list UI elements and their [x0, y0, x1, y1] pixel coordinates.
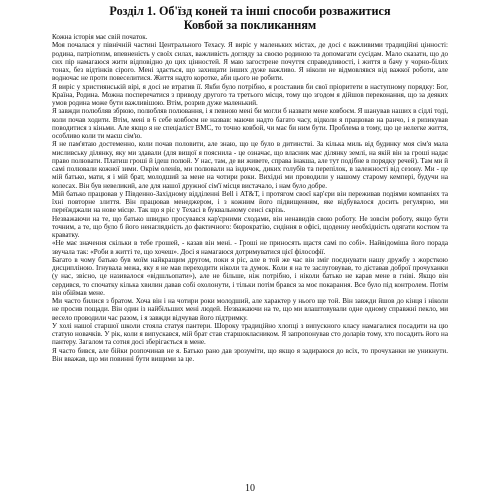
chapter-title-line-1: Розділ 1. Об'їзд коней та інші способи розважитися — [109, 4, 391, 18]
chapter-title-line-2: Ковбой за покликанням — [183, 18, 317, 32]
paragraph: Я виріс у християнській вірі, я досі не втратив її. Якби було потрібно, я розставив би свої пріоритети в наступному порядку: Бог, Країна, Родина. Можна посперечатися з приводу другого та третього місця, тому що згодом я дійшов переконання, що за деяких умов родина може бути важливішою. Втім, розрив дуже маленький. — [52, 82, 448, 107]
paragraph: Ми часто билися з братом. Хоча він і на чотири роки молодший, але характер у нього ще той. Він завжди йшов до кінця і ніколи не просив пощади. Він один із найбільших мені людей. Незважаючи на те, що ми влаштовували одне одному справжні пекло, ми весело проводили час разом, і я завжди відчував його підтримку. — [52, 297, 448, 322]
paragraph: Я завжди полюбляв збрюю, полюбляв полювання, і я певною мені би могли б назвати мене ковбоєм. Я шанував наших в сідлі тоді, коли почав ходити. Втім, мені в 6 себе ковбоєм не назвав: маючи надто багато часу, відколи я працював на ранчо, і я ризикував поводитися з кіньми. Але якщо я не спеціаліст ВМС, то точно ковбой, чи має би ним бути. Проблема в тому, що це нелегке життя, особливо коли ти маєш сім'ю. — [52, 107, 448, 140]
paragraph: Кожна історія має свій початок. — [52, 33, 148, 41]
paragraph: Моя почалася у північній частині Центрального Техасу. Я виріс у маленьких містах, де досі є важливими традиційні цінності: родина, патріотизм, впевненість у своїх силах, важливість догляду за своєю родиною та допомагати сусідам. Мало сказати, що до сих пір намагаюся жити відповідно до цих цінностей. Я маю загострене почуття справедливості, і життя в бачу у чорно-білих тонах, без відтінків сірого. Мені здається, що захищати інших дуже важливо. Я ніколи не відмовлявся від важкої роботи, але водночас не проти повеселитися. Життя надто коротке, аби цього не робити. — [52, 41, 448, 83]
chapter-body — [52, 33, 448, 363]
paragraph: Багато в чому батько був моїм найкращим другом, поки я ріс, але в той же час він зміг поєднувати нашу дружбу з жорсткою дисципліною. Ігнувала межа, яку я не мав переходити ніколи та думок. Коли я на те заслуговував, то діставав доброї прочуханки (у нас, звісно, це називалося «відшльопати»), але не більше, ніж потрібно, і ніколи батько не карав мене в гніві. Якщо він сердився, то спочатку кілька хвилин давав собі охолонути, і тільки потім брався за моє покарання. Все було під контролем. Потім він обіймав мене. — [52, 255, 448, 297]
paragraph: Я не пам'ятаю достеменно, коли почав половити, але знаю, що це було в дитинстві. За кілька миль від будинку моя сім'я мала мисливську ділянку, яку ми здавали (для вищої я пояснила - це означає, що власник має ділянку землі, на якій він за гроші надає право полювати. Платиш гроші й ідеш полюй. У нас, там, де ви живете, справа інакша, але тут подібне в порядку речей). Там ми й самі полювали кожної зими. Окрім оленів, ми полювали на індичок, диких голубів та перепілок, в залежності від сезону. Ми - це мій батько, мати, я і мій брат, молодший за мене на чотири роки. Вихідні ми проводили у нашому старому кемпері, будучи на колесах. Він був невеликий, але для нашої дружної сім'ї місця вистачало, і нам було добре. — [52, 140, 448, 190]
chapter-title — [52, 4, 448, 32]
paragraph: Я часто бився, але бійки розпочинав не я. Батько рано дав зрозуміти, що якщо я задираюся до всіх, то прочуханки не уникнути. Він вважав, що ми повинні бути вищими за це. — [52, 346, 448, 363]
paragraph: Незважаючи на те, що батько швидко просувався кар'єрними сходами, він ненавидів свою роботу. Не зовсім роботу, якщо бути точним, а те, що було б його ненаглядність до фактичного: бюрократію, сидіння в офісі, щоденну необхідність одягати костюм та краватку. — [52, 214, 448, 239]
paragraph: У холі нашої старшої школи стояла статуя пантери. Шороку традиційно хлопці з випускного класу намагалися посадити на цю статую новачків. У рік, коли я випускався, мій брат став старшокласником. Я запропонував сто доларів тому, хто посадить його на пантеру. Загалом та сотня досі зберігається в мене. — [52, 321, 448, 347]
paragraph: Мій батько працював у Південно-Західному відділенні Bell і AT&T, і протягом своєї кар'єри він переживав подіями компаніях та їхні повторне злиття. Він працював менеджером, і з кожним його підвищенням, яке відбувалося досить регулярно, ми переїжджали на нове місце. Так що я ріс у Техасі в буквальному сенсі скрізь. — [52, 189, 448, 215]
paragraph: «Не має значення скільки в тебе грошей, - казав він мені. - Гроші не приносять щастя самі по собі». Найвідоміша його порада звучала так: «Роби в житті те, що хочеш». Досі я намагаюся дотримуватися цієї філософії. — [52, 239, 448, 256]
page-number: 10 — [245, 483, 255, 494]
